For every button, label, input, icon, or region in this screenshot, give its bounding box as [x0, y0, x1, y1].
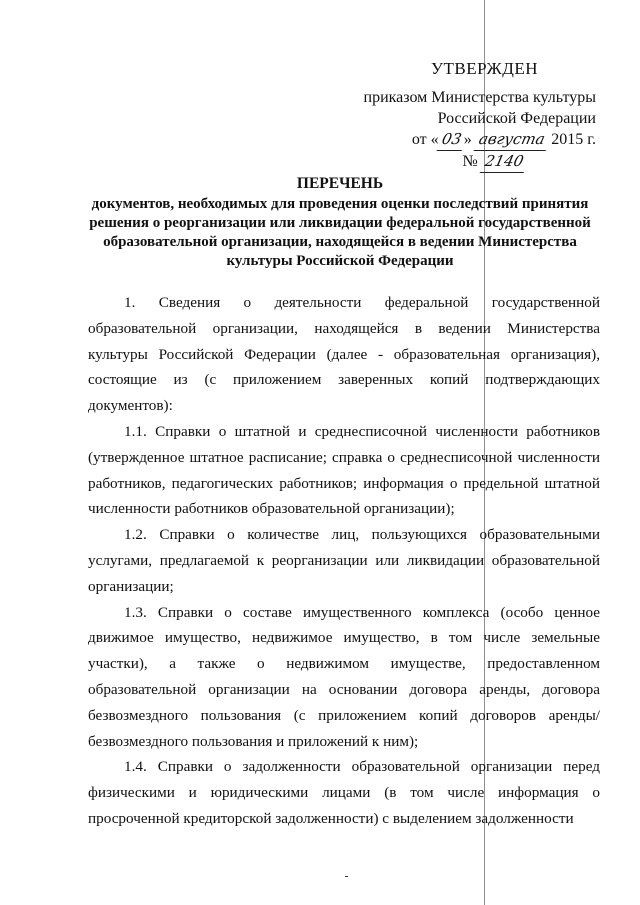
- date-year: 2015 г.: [551, 131, 596, 148]
- paragraph-1: 1. Сведения о деятельности федеральной государственной образовательной организации, находящейся в ведении Министерства культуры Российской Федерации (далее - образовательная организация), состоящие из (с приложением заверенных копий подтверждающих документов):: [88, 294, 600, 415]
- number-handwritten: 2140: [479, 151, 528, 173]
- date-day-handwritten: 03: [436, 129, 466, 151]
- document-heading: [70, 174, 610, 271]
- approval-date-line: [336, 129, 596, 151]
- approval-title: УТВЕРЖДЕН: [431, 59, 538, 78]
- approval-block: [336, 58, 596, 173]
- date-prefix: от «: [411, 131, 439, 148]
- date-month-handwritten: августа: [473, 129, 549, 151]
- approval-ministry-line: Российской Федерации: [437, 110, 596, 127]
- heading-title: ПЕРЕЧЕНЬ: [296, 175, 384, 192]
- document-body: [88, 290, 600, 832]
- paragraph-1-4: 1.4. Справки о задолженности образовательной организации перед физическими и юридическими лицами (в том числе информация о просроченной кредиторской задолженности) с выделением задолженности: [88, 758, 600, 827]
- number-prefix: №: [462, 153, 478, 170]
- scan-speck: [345, 876, 348, 877]
- heading-subtitle: документов, необходимых для проведения оценки последствий принятия решения о реорганизации или ликвидации федеральной государственной образовательной организации, находящейся в ведении Министерства культуры Российской Федерации: [89, 196, 591, 269]
- approval-number-line: [336, 151, 526, 173]
- paragraph-1-2: 1.2. Справки о количестве лиц, пользующихся образовательными услугами, предлагаемой к реорганизации или ликвидации образовательной организации;: [88, 526, 600, 595]
- date-mid: »: [463, 131, 472, 148]
- approval-order-line: приказом Министерства культуры: [363, 89, 596, 106]
- paragraph-1-1: 1.1. Справки о штатной и среднесписочной численности работников (утвержденное штатное расписание; справка о среднесписочной численности работников, педагогических работников; информация о предельной штатной численности работников образовательной организации);: [88, 422, 600, 518]
- paragraph-1-3: 1.3. Справки о составе имущественного комплекса (особо ценное движимое имущество, недвижимое имущество, в том числе земельные участки), а также о недвижимом имуществе, предоставленном образовательной организации на основании договора аренды, договора безвозмездного пользования (с приложением копий договоров аренды/безвозмездного пользования и приложений к ним);: [88, 603, 600, 750]
